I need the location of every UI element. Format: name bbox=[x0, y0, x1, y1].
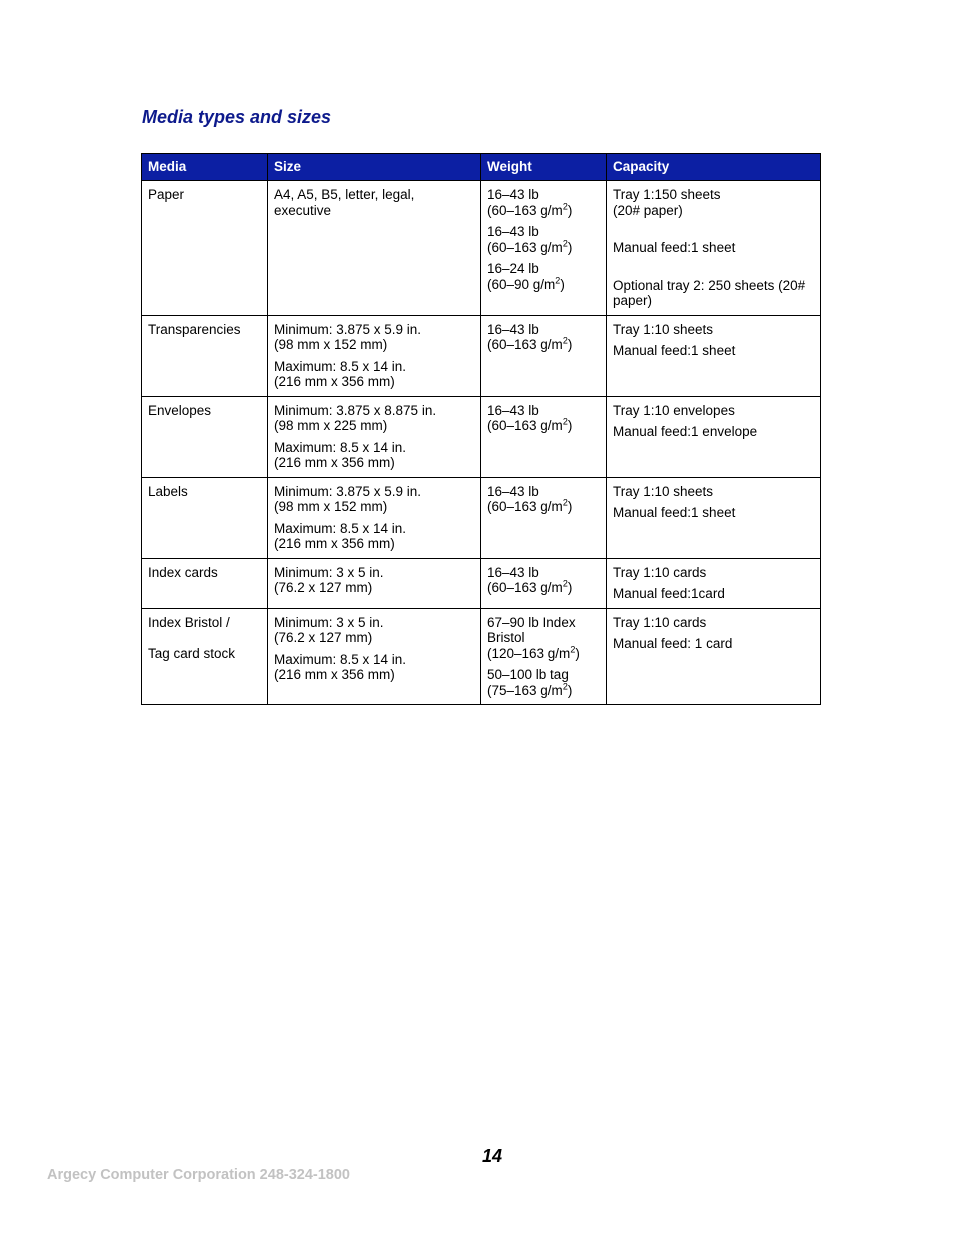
weight-value bbox=[487, 403, 600, 434]
table-row bbox=[142, 181, 821, 316]
cell-size bbox=[268, 181, 481, 316]
weight-close-paren: ) bbox=[567, 202, 573, 218]
media-label: Index cards bbox=[148, 564, 218, 580]
weight-metric: (60–163 g/m bbox=[487, 202, 563, 218]
capacity-value: Tray 1:10 cards bbox=[613, 614, 707, 630]
weight-metric: (120–163 g/m bbox=[487, 645, 571, 661]
weight-value bbox=[487, 187, 600, 218]
header-weight: Weight bbox=[481, 154, 607, 181]
table-row bbox=[142, 477, 821, 558]
size-value: Minimum: 3 x 5 in. (76.2 x 127 mm) bbox=[274, 564, 384, 595]
cell-size bbox=[268, 396, 481, 477]
table-row bbox=[142, 315, 821, 396]
weight-lb: 16–43 lb bbox=[487, 224, 539, 239]
header-capacity: Capacity bbox=[607, 154, 821, 181]
capacity-value: Manual feed:1 sheet bbox=[613, 240, 736, 255]
size-value: Minimum: 3.875 x 8.875 in. (98 mm x 225 mm) bbox=[274, 402, 437, 433]
capacity-value: Manual feed:1 envelope bbox=[613, 424, 758, 439]
cell-weight bbox=[481, 396, 607, 477]
cell-capacity bbox=[607, 396, 821, 477]
table-row bbox=[142, 558, 821, 608]
cell-media bbox=[142, 477, 268, 558]
cell-size bbox=[268, 477, 481, 558]
media-types-table bbox=[141, 153, 821, 705]
size-value: Maximum: 8.5 x 14 in. (216 mm x 356 mm) bbox=[274, 439, 407, 470]
capacity-value: Manual feed:1 sheet bbox=[613, 505, 736, 520]
cell-weight bbox=[481, 181, 607, 316]
weight-value bbox=[487, 261, 600, 292]
media-label: Paper bbox=[148, 187, 185, 202]
cell-size bbox=[268, 608, 481, 705]
weight-value bbox=[487, 484, 600, 515]
weight-superscript: 2 bbox=[562, 335, 568, 346]
capacity-value: Optional tray 2: 250 sheets (20# paper) bbox=[613, 277, 806, 308]
weight-close-paren: ) bbox=[560, 276, 565, 292]
cell-capacity bbox=[607, 181, 821, 316]
capacity-value: Tray 1:10 sheets bbox=[613, 321, 714, 337]
cell-capacity bbox=[607, 477, 821, 558]
size-value: Maximum: 8.5 x 14 in. (216 mm x 356 mm) bbox=[274, 358, 407, 389]
cell-size bbox=[268, 558, 481, 608]
weight-value bbox=[487, 667, 600, 698]
weight-metric: (60–163 g/m bbox=[487, 418, 563, 433]
weight-close-paren: ) bbox=[567, 239, 573, 255]
weight-superscript: 2 bbox=[562, 238, 568, 248]
weight-close-paren: ) bbox=[567, 682, 573, 698]
table-row bbox=[142, 608, 821, 705]
media-label: Index Bristol / bbox=[148, 614, 230, 630]
weight-value bbox=[487, 322, 600, 353]
size-value: Minimum: 3.875 x 5.9 in. (98 mm x 152 mm) bbox=[274, 483, 422, 514]
table-header-row bbox=[142, 154, 821, 181]
section-title: Media types and sizes bbox=[142, 107, 332, 127]
size-value: Minimum: 3 x 5 in. (76.2 x 127 mm) bbox=[274, 614, 384, 645]
capacity-value: Tray 1:10 envelopes bbox=[613, 402, 735, 418]
media-label: Envelopes bbox=[148, 402, 212, 418]
weight-close-paren: ) bbox=[567, 337, 573, 352]
capacity-value: Tray 1:10 cards bbox=[613, 564, 707, 580]
capacity-value: Tray 1:150 sheets (20# paper) bbox=[613, 187, 721, 218]
weight-superscript: 2 bbox=[562, 497, 568, 508]
weight-lb: 16–43 lb bbox=[487, 187, 539, 202]
cell-weight bbox=[481, 558, 607, 608]
cell-media bbox=[142, 315, 268, 396]
weight-superscript: 2 bbox=[562, 681, 568, 691]
weight-lb: 67–90 lb Index Bristol bbox=[487, 614, 576, 645]
cell-capacity bbox=[607, 315, 821, 396]
cell-weight bbox=[481, 315, 607, 396]
weight-close-paren: ) bbox=[567, 418, 573, 433]
weight-metric: (60–163 g/m bbox=[487, 239, 563, 255]
weight-value bbox=[487, 224, 600, 255]
weight-superscript: 2 bbox=[570, 644, 576, 654]
table-body bbox=[142, 181, 821, 705]
cell-media bbox=[142, 181, 268, 316]
weight-lb: 16–43 lb bbox=[487, 402, 539, 418]
weight-superscript: 2 bbox=[562, 416, 568, 427]
size-value: Maximum: 8.5 x 14 in. (216 mm x 356 mm) bbox=[274, 651, 407, 682]
weight-metric: (60–163 g/m bbox=[487, 499, 563, 514]
cell-media bbox=[142, 396, 268, 477]
table-row bbox=[142, 396, 821, 477]
media-label: Labels bbox=[148, 483, 188, 499]
weight-close-paren: ) bbox=[567, 499, 573, 514]
cell-weight bbox=[481, 477, 607, 558]
weight-value bbox=[487, 615, 600, 662]
cell-capacity bbox=[607, 558, 821, 608]
weight-lb: 50–100 lb tag bbox=[487, 667, 569, 682]
capacity-value: Manual feed:1 sheet bbox=[613, 343, 736, 358]
weight-metric: (75–163 g/m bbox=[487, 682, 563, 698]
weight-close-paren: ) bbox=[575, 645, 580, 661]
page-number: 14 bbox=[482, 1146, 503, 1166]
weight-superscript: 2 bbox=[555, 275, 561, 285]
weight-lb: 16–43 lb bbox=[487, 564, 539, 580]
header-size: Size bbox=[268, 154, 481, 181]
weight-lb: 16–43 lb bbox=[487, 483, 539, 499]
size-value: A4, A5, B5, letter, legal, executive bbox=[274, 187, 415, 218]
cell-media bbox=[142, 608, 268, 705]
cell-weight bbox=[481, 608, 607, 705]
size-value: Maximum: 8.5 x 14 in. (216 mm x 356 mm) bbox=[274, 520, 407, 551]
weight-metric: (60–90 g/m bbox=[487, 276, 556, 292]
media-label: Transparencies bbox=[148, 321, 241, 337]
footer-text: Argecy Computer Corporation 248-324-1800 bbox=[47, 1167, 350, 1183]
weight-superscript: 2 bbox=[562, 578, 568, 589]
weight-value bbox=[487, 565, 600, 596]
cell-media bbox=[142, 558, 268, 608]
capacity-value: Manual feed: 1 card bbox=[613, 636, 733, 651]
weight-superscript: 2 bbox=[562, 201, 568, 211]
cell-capacity bbox=[607, 608, 821, 705]
weight-close-paren: ) bbox=[567, 580, 573, 595]
capacity-value: Manual feed:1card bbox=[613, 586, 725, 601]
weight-lb: 16–43 lb bbox=[487, 321, 539, 337]
weight-metric: (60–163 g/m bbox=[487, 337, 563, 352]
capacity-value: Tray 1:10 sheets bbox=[613, 483, 714, 499]
weight-metric: (60–163 g/m bbox=[487, 580, 563, 595]
cell-size bbox=[268, 315, 481, 396]
size-value: Minimum: 3.875 x 5.9 in. (98 mm x 152 mm) bbox=[274, 321, 422, 352]
weight-lb: 16–24 lb bbox=[487, 261, 539, 276]
media-label: Tag card stock bbox=[148, 646, 236, 661]
header-media: Media bbox=[142, 154, 268, 181]
